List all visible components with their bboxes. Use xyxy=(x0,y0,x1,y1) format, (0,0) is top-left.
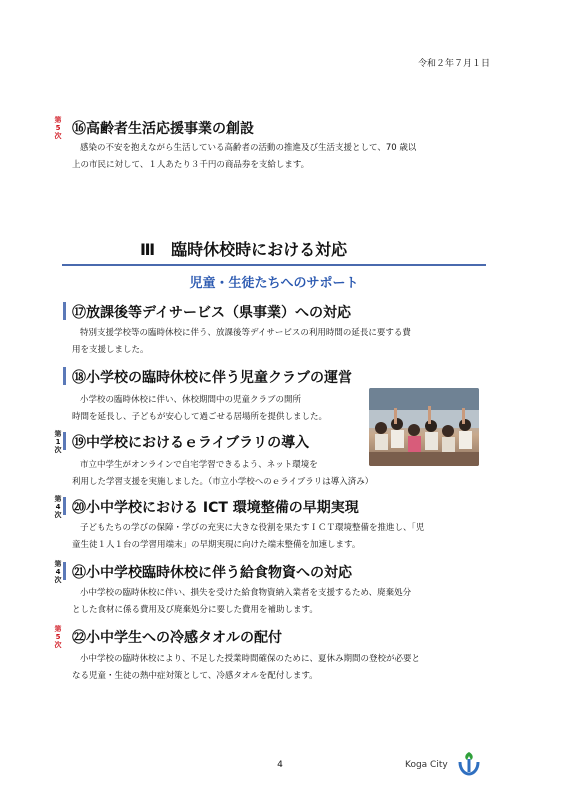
item-body-line: 童生徒１人１台の学習用端末」の早期実現に向けた端末整備を加速します。 xyxy=(72,540,361,550)
item-body-line: なる児童・生徒の熱中症対策として、冷感タオルを配付します。 xyxy=(72,671,318,681)
section-divider xyxy=(62,264,486,266)
item-body-line: とした食材に係る費用及び廃棄処分に要した費用を補助します。 xyxy=(72,605,318,615)
heading-accent-bar xyxy=(63,432,66,450)
item-title: ⑯高齢者生活応援事業の創設 xyxy=(72,121,254,137)
section-title: Ⅲ 臨時休校時における対応 xyxy=(140,240,348,259)
document-date: 令和２年７月１日 xyxy=(417,59,490,69)
item-body-line: 上の市民に対して、１人あたり３千円の商品券を支給します。 xyxy=(72,160,310,170)
heading-accent-bar xyxy=(63,302,66,320)
classroom-photo xyxy=(369,388,479,466)
item-title: ⑳小中学校における ICT 環境整備の早期実現 xyxy=(72,500,359,516)
item-title: ㉑小中学校臨時休校に伴う給食物資への対応 xyxy=(72,565,352,581)
heading-accent-bar xyxy=(63,367,66,385)
heading-accent-bar xyxy=(63,562,66,580)
city-logo-icon xyxy=(457,750,481,776)
phase-tag: 第4次 xyxy=(54,495,62,519)
item-body-line: 小中学校の臨時休校により、不足した授業時間確保のために、夏休み期間の登校が必要と xyxy=(80,654,421,664)
page-number: 4 xyxy=(277,760,283,770)
item-title: ⑱小学校の臨時休校に伴う児童クラブの運営 xyxy=(72,370,352,386)
phase-tag: 第5次 xyxy=(54,116,62,140)
item-body-line: 小学校の臨時休校に伴い、休校期間中の児童クラブの開所 xyxy=(80,395,302,405)
section-subtitle: 児童・生徒たちへのサポート xyxy=(189,276,359,291)
phase-tag: 第1次 xyxy=(54,430,62,454)
item-body-line: 時間を延長し、子どもが安心して過ごせる居場所を提供しました。 xyxy=(72,412,328,422)
city-name: Koga City xyxy=(405,760,448,770)
item-title: ㉒小中学生への冷感タオルの配付 xyxy=(72,630,282,646)
item-body-line: 小中学校の臨時休校に伴い、損失を受けた給食物資納入業者を支援するため、廃棄処分 xyxy=(80,588,412,598)
item-body-line: 市立中学生がオンラインで自宅学習できるよう、ネット環境を xyxy=(80,460,318,470)
item-body-line: 感染の不安を抱えながら生活している高齢者の活動の推進及び生活支援として、70 歳以 xyxy=(80,143,417,153)
heading-accent-bar xyxy=(63,497,66,515)
item-body-line: 子どもたちの学びの保障・学びの充実に大きな役割を果たすＩＣＴ環境整備を推進し、「児 xyxy=(80,523,425,533)
item-title: ⑰放課後等デイサービス（県事業）への対応 xyxy=(72,305,352,321)
phase-tag: 第4次 xyxy=(54,560,62,584)
item-body-line: 用を支援しました。 xyxy=(72,345,149,355)
item-body-line: 利用した学習支援を実施しました。（市立小学校へのｅライブラリは導入済み） xyxy=(72,477,374,487)
item-title: ⑲中学校におけるｅライブラリの導入 xyxy=(72,435,310,451)
phase-tag: 第5次 xyxy=(54,625,62,649)
item-body-line: 特別支援学校等の臨時休校に伴う、放課後等デイサービスの利用時間の延長に要する費 xyxy=(80,328,411,338)
